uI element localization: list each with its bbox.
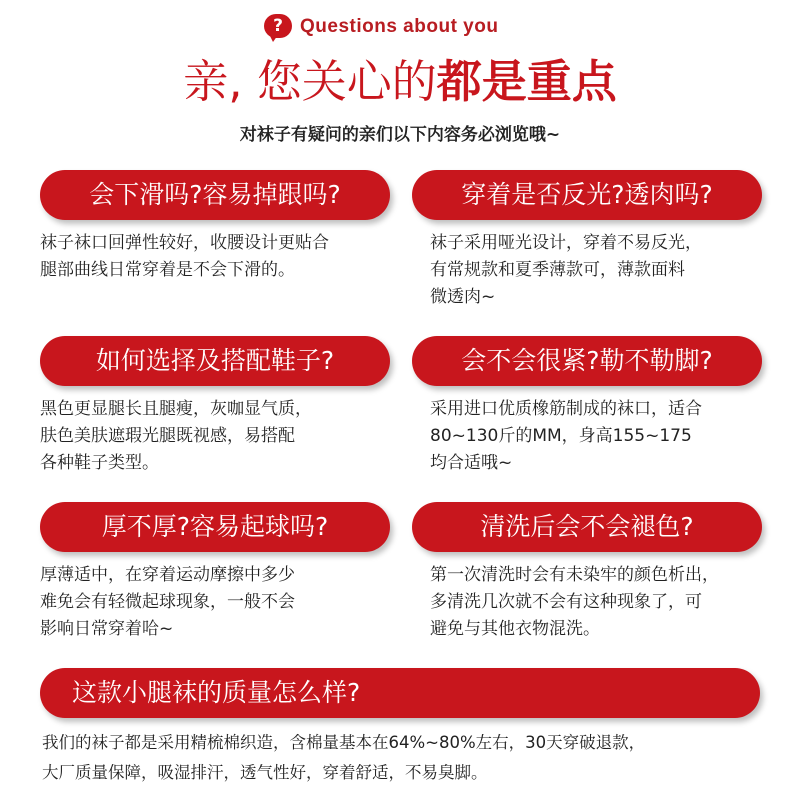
question-mark: ? (273, 16, 283, 36)
answer-line: 肤色美肤遮瑕光腿既视感，易搭配 (40, 426, 295, 446)
faq-answer-reflective (430, 230, 768, 311)
faq-answer-tightness (430, 396, 768, 477)
faq-question-thickness: 厚不厚?容易起球吗? (40, 502, 390, 552)
answer-line: 微透肉~ (430, 287, 496, 307)
faq-question-fading: 清洗后会不会褪色? (412, 502, 762, 552)
header-label: Questions about you (300, 16, 499, 37)
section-header (0, 14, 800, 46)
faq-question-sliding: 会下滑吗?容易掉跟吗? (40, 170, 390, 220)
faq-answer-quality (42, 728, 782, 788)
answer-line: 袜子袜口回弹性较好，收腰设计更贴合 (40, 233, 329, 253)
answer-line: 厚薄适中，在穿着运动摩擦中多少 (40, 565, 295, 585)
answer-line: 大厂质量保障，吸湿排汗，透气性好，穿着舒适，不易臭脚。 (42, 763, 488, 782)
faq-answer-fading (430, 562, 768, 643)
answer-line: 袜子采用哑光设计，穿着不易反光， (430, 233, 702, 253)
faq-question-reflective: 穿着是否反光?透肉吗? (412, 170, 762, 220)
answer-line: 我们的袜子都是采用精梳棉织造，含棉量基本在64%~80%左右，30天穿破退款， (42, 733, 646, 752)
answer-line: 均合适哦~ (430, 453, 513, 473)
answer-line: 有常规款和夏季薄款可，薄款面料 (430, 260, 685, 280)
page-subtitle: 对袜子有疑问的亲们以下内容务必浏览哦~ (239, 125, 561, 145)
answer-line: 80~130斤的MM，身高155~175 (430, 426, 692, 446)
question-bubble-icon (264, 14, 294, 44)
answer-line: 避免与其他衣物混洗。 (430, 619, 600, 639)
faq-answer-thickness (40, 562, 392, 643)
faq-question-tightness: 会不会很紧?勒不勒脚? (412, 336, 762, 386)
answer-line: 黑色更显腿长且腿瘦，灰咖显气质， (40, 399, 312, 419)
faq-question-quality: 这款小腿袜的质量怎么样? (40, 668, 760, 718)
page-title (0, 52, 800, 112)
answer-line: 难免会有轻微起球现象，一般不会 (40, 592, 295, 612)
answer-line: 多清洗几次就不会有这种现象了，可 (430, 592, 702, 612)
faq-answer-shoes (40, 396, 392, 477)
title-normal: 亲, 您关心的 (183, 55, 437, 108)
faq-question-shoes: 如何选择及搭配鞋子? (40, 336, 390, 386)
answer-line: 采用进口优质橡筋制成的袜口，适合 (430, 399, 702, 419)
faq-answer-sliding (40, 230, 392, 284)
answer-line: 各种鞋子类型。 (40, 453, 159, 473)
title-emphasis: 都是重点 (436, 55, 617, 108)
answer-line: 第一次清洗时会有未染牢的颜色析出， (430, 565, 719, 585)
answer-line: 影响日常穿着哈~ (40, 619, 174, 639)
answer-line: 腿部曲线日常穿着是不会下滑的。 (40, 260, 295, 280)
